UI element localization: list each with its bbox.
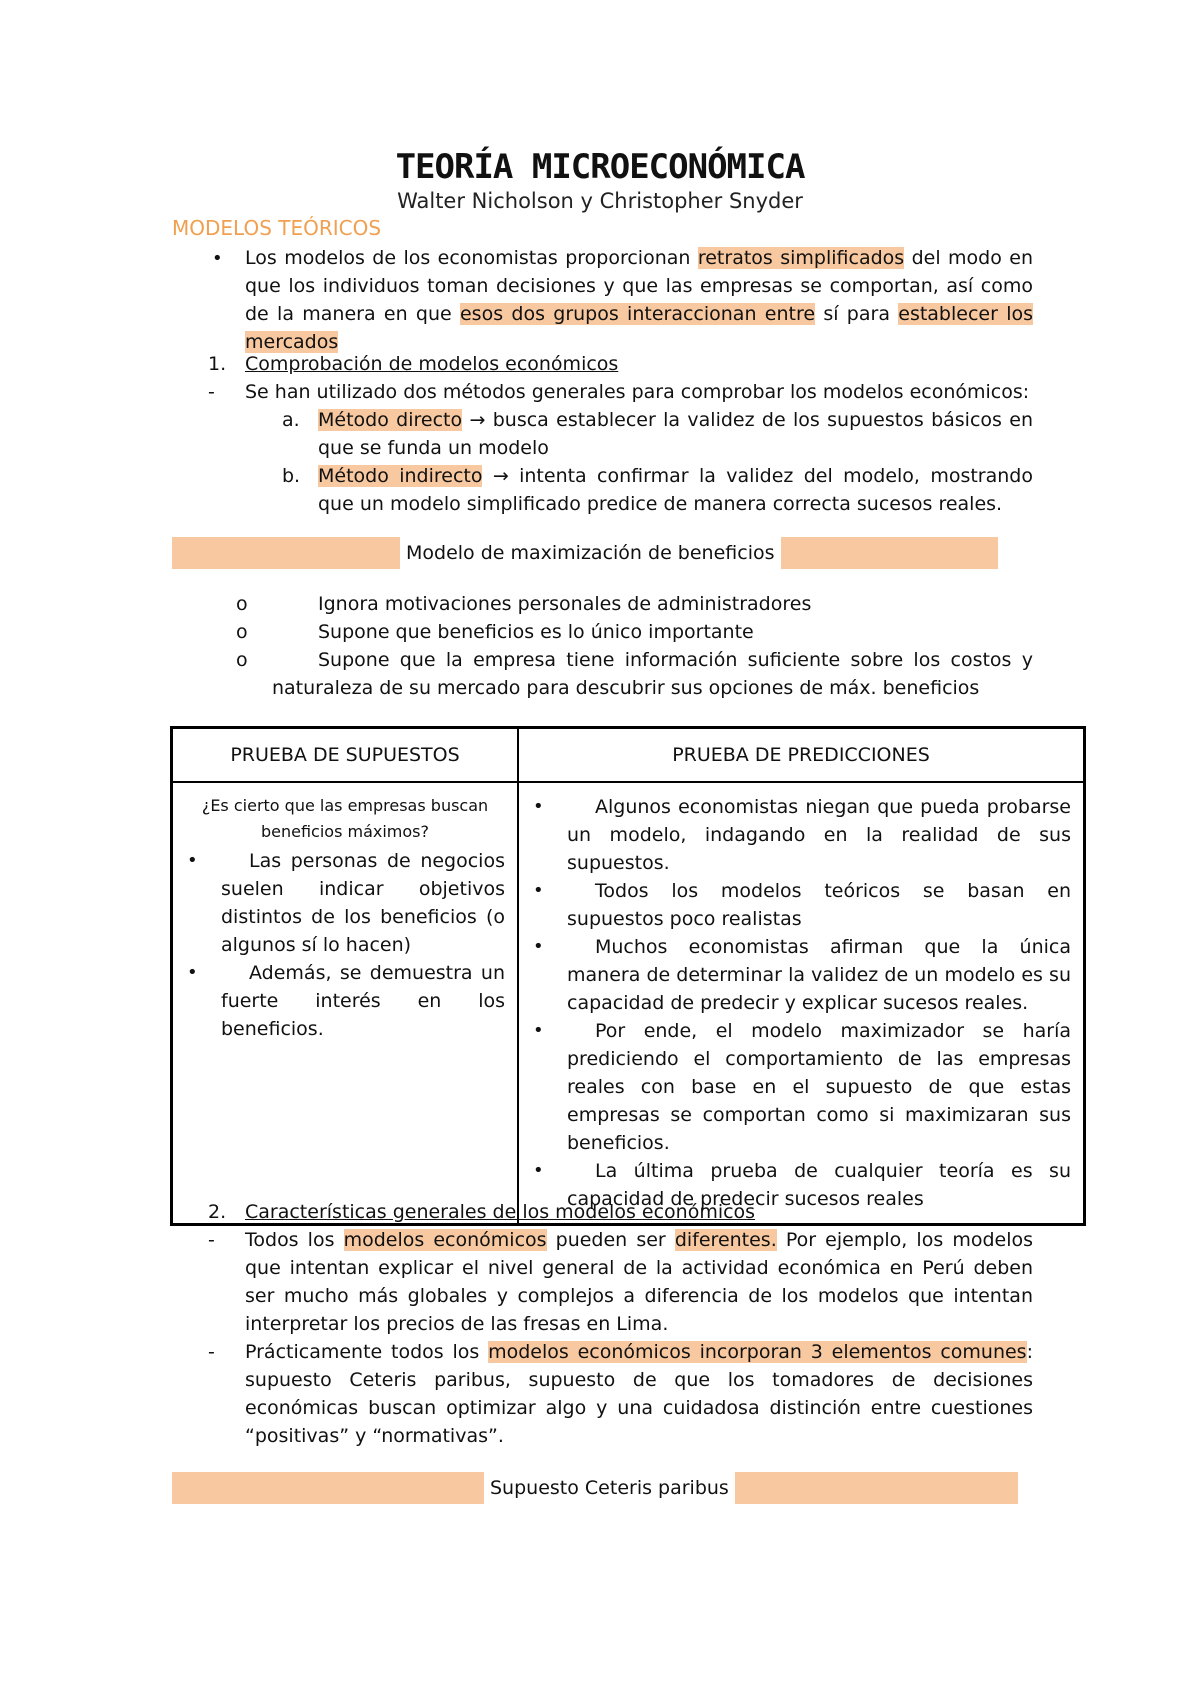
dash-marker: - <box>208 1229 215 1251</box>
table-question: ¿Es cierto que las empresas buscan beneficios máximos? <box>201 796 489 841</box>
circle-marker: o <box>236 621 248 643</box>
highlight-modelos-economicos: modelos económicos <box>343 1229 547 1251</box>
bullet-marker: • <box>533 880 544 901</box>
predicciones-list <box>531 793 1071 1213</box>
s2-text: pueden ser <box>546 1229 675 1251</box>
dash-marker: - <box>208 381 215 403</box>
intro-paragraph <box>245 244 1033 356</box>
list-item-text: Además, se demuestra un fuerte interés en los beneficios. <box>221 962 505 1040</box>
circle-marker: o <box>236 649 248 671</box>
table-row <box>172 782 1085 1225</box>
list-item-text: Por ende, el modelo maximizador se haría prediciendo el comportamiento de las empresas reales con base en el supuesto de que estas empresas se comportan como si maximizaran sus beneficios. <box>567 1020 1071 1154</box>
section-2-paragraph-2 <box>245 1338 1033 1450</box>
s2-text: Todos los <box>245 1229 344 1251</box>
item-b-text: → intenta confirmar la validez del modelo, mostrando que un modelo simplificado predice de manera correcta sucesos reales. <box>318 465 1033 515</box>
intro-text-1: Los modelos de los economistas proporcionan <box>245 247 698 269</box>
intro-text-2: del modo en que los individuos toman decisiones y que las empresas se comportan, así como de la manera en que <box>245 247 1033 325</box>
section-2-number: 2. <box>208 1201 227 1223</box>
item-a-label: a. <box>282 409 300 431</box>
s2-text: Por ejemplo, los modelos que intentan explicar el nivel general de la actividad económica en Perú deben ser mucho más globales y complejos a diferencia de los modelos que intentan interpretar los precios de las fresas en Lima. <box>245 1229 1033 1335</box>
section-1-title: Comprobación de modelos económicos <box>245 353 619 375</box>
list-item-text: Todos los modelos teóricos se basan en supuestos poco realistas <box>567 880 1071 930</box>
section-2-paragraph-1 <box>245 1226 1033 1338</box>
bullet-marker: • <box>212 248 223 269</box>
circle-item: Ignora motivaciones personales de administradores <box>318 593 812 615</box>
list-item <box>185 959 505 1043</box>
section-2-title: Características generales de los modelos económicos <box>245 1201 756 1223</box>
item-b-label: b. <box>282 465 301 487</box>
section-bar-label: Supuesto Ceteris paribus <box>484 1472 735 1504</box>
list-item <box>531 793 1071 877</box>
s2-text: : supuesto Ceteris paribus, supuesto de que los tomadores de decisiones económicas buscan optimizar algo y una cuidadosa distinción entre cuestiones “positivas” y “normativas”. <box>245 1341 1033 1447</box>
document-authors: Walter Nicholson y Christopher Snyder <box>397 189 803 213</box>
section-1-number: 1. <box>208 353 227 375</box>
section-bar-label: Modelo de maximización de beneficios <box>400 537 781 569</box>
cell-predicciones <box>518 782 1085 1225</box>
bullet-marker: • <box>533 1020 544 1041</box>
dash-marker: - <box>208 1341 215 1363</box>
bullet-marker: • <box>187 850 198 871</box>
bullet-marker: • <box>533 1160 544 1181</box>
bullet-marker: • <box>533 936 544 957</box>
table-header-predicciones: PRUEBA DE PREDICCIONES <box>518 728 1085 783</box>
highlight-mercados: establecer los mercados <box>245 303 1033 353</box>
item-a <box>318 406 1033 462</box>
list-item <box>531 877 1071 933</box>
circle-item: Supone que la empresa tiene información suficiente sobre los costos y <box>318 649 1033 671</box>
table-header-supuestos: PRUEBA DE SUPUESTOS <box>172 728 519 783</box>
list-item-text: La última prueba de cualquier teoría es su capacidad de predecir sucesos reales <box>567 1160 1071 1210</box>
circle-item: Supone que beneficios es lo único importante <box>318 621 754 643</box>
highlight-metodo-directo: Método directo <box>318 409 463 431</box>
section-heading: MODELOS TEÓRICOS <box>172 216 382 240</box>
circle-marker: o <box>236 593 248 615</box>
cell-supuestos <box>172 782 519 1225</box>
highlight-metodo-indirecto: Método indirecto <box>318 465 483 487</box>
highlight-diferentes: diferentes. <box>674 1229 777 1251</box>
item-b <box>318 462 1033 518</box>
item-a-text: → busca establecer la validez de los supuestos básicos en que se funda un modelo <box>318 409 1033 459</box>
section-1-text: Se han utilizado dos métodos generales para comprobar los modelos económicos: <box>245 381 1030 403</box>
table-header-row <box>172 728 1085 783</box>
highlight-retratos: retratos simplificados <box>697 247 905 269</box>
list-item <box>185 847 505 959</box>
list-item-text: Las personas de negocios suelen indicar objetivos distintos de los beneficios (o algunos sí lo hacen) <box>221 850 505 956</box>
document-title: TEORÍA MICROECONÓMICA <box>395 147 805 187</box>
list-item-text: Algunos economistas niegan que pueda probarse un modelo, indagando en la realidad de sus supuestos. <box>567 796 1071 874</box>
circle-item-continued: naturaleza de su mercado para descubrir sus opciones de máx. beneficios <box>272 677 980 699</box>
highlight-elementos-comunes: modelos económicos incorporan 3 elementos comunes <box>488 1341 1027 1363</box>
supuestos-list <box>185 847 505 1043</box>
bullet-marker: • <box>533 796 544 817</box>
highlight-grupos: esos dos grupos interaccionan entre <box>459 303 816 325</box>
list-item <box>531 1017 1071 1157</box>
bullet-marker: • <box>187 962 198 983</box>
list-item-text: Muchos economistas afirman que la única manera de determinar la validez de un modelo es su capacidad de predecir y explicar sucesos reales. <box>567 936 1071 1014</box>
s2-text: Prácticamente todos los <box>245 1341 489 1363</box>
list-item <box>531 933 1071 1017</box>
intro-text-3: sí para <box>815 303 899 325</box>
comparison-table <box>170 726 1086 1226</box>
